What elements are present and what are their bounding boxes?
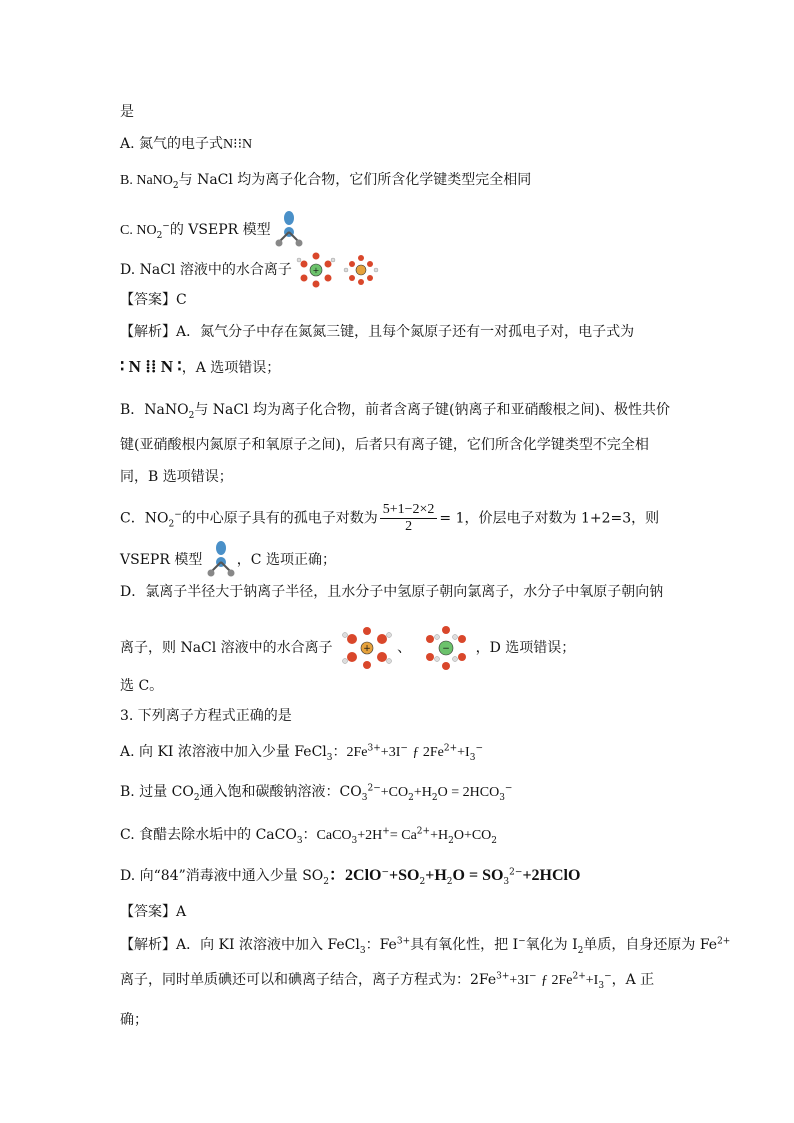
sub: 3 [598,980,605,991]
q3-option-c [120,825,497,846]
sub: 3 [326,752,333,763]
sup: + [382,826,390,837]
q3d-eq: ：2ClO [329,867,382,884]
analysis-c [120,502,659,535]
sub: 3 [469,752,476,763]
continuation-text: 是 [120,104,134,120]
sub: 3 [359,945,366,956]
sub: 2 [491,835,498,846]
sup: − [162,221,170,232]
hydrated-sodium-ion-icon [337,625,397,671]
analysis-q3-text: 单质，自身还原为 Fe [583,937,718,953]
q3c-eq: = Ca [389,828,417,843]
q3c-eq: O+CO [453,828,492,843]
lone-pair-fraction [380,502,438,535]
sub: 3 [351,835,358,846]
analysis-b-text: 与 NaCl 均为离子化合物，前者含离子键(钠离子和亚硝酸根之间)、极性共价 [194,402,670,418]
q3a-eq: +I [457,745,470,760]
option-a [120,134,252,155]
sup: 3+ [367,743,381,754]
sub: 2 [193,792,200,803]
q3b-text: 通入饱和碳酸钠溶液：CO [199,784,362,800]
option-b [120,170,531,191]
option-c [120,210,305,250]
analysis-q3-a-line2 [120,970,654,991]
analysis-q3-text: 氧化为 I [525,937,578,953]
option-a-text: A. 氮气的电子式 [120,136,224,152]
q3-option-b [120,782,512,803]
sub: 2 [188,410,195,421]
sup: 2+ [717,936,731,947]
option-b-formula: B. NaNO [120,173,173,188]
q3c-eq: +2H [357,828,383,843]
sub: 2 [156,230,163,241]
sub: 3 [503,876,510,887]
n2-electron-formula: N⁝⁝N [223,137,253,152]
analysis-q3-eq: +3I [509,973,529,988]
analysis-c-end: ，C 选项正确； [236,552,336,568]
hydrated-ion-icon [296,252,386,288]
analysis-q3-eq: +I [585,973,599,988]
analysis-q3-text: ：Fe [365,937,397,953]
sub: 2 [172,180,179,191]
option-c-formula: C. NO [120,223,157,238]
answer-label-2: 【答案】A [120,904,187,920]
option-c-text: 的 VSEPR 模型 [169,222,271,238]
sub: 2 [408,792,414,803]
analysis-c-text: 的中心原子具有的孤电子对数为 [181,510,378,527]
sub: 3 [499,792,505,803]
sup: 3+ [396,936,411,947]
q3a-eq: ƒ 2Fe [412,745,444,760]
analysis-b [120,400,670,420]
q3b-text: B. 过量 CO [120,784,194,800]
q3b-eq: +H [413,785,432,800]
analysis-q3-eq: ƒ 2Fe [540,973,573,988]
q3b-eq: +CO [380,785,409,800]
sup: 2− [509,867,523,878]
sup: − [400,743,408,754]
q3d-eq: O = SO [452,867,504,884]
q3a-eq: ：2Fe [332,745,368,760]
q3c-text: C. 食醋去除水垢中的 CaCO [120,827,297,843]
sup: − [604,971,612,982]
sup: − [174,509,182,520]
option-d [120,252,386,288]
sup: 2− [367,783,381,794]
svg-text:+: + [312,266,320,275]
fraction-numerator: 5+1−2×2 [380,502,438,519]
option-d-text: D. NaCl 溶液中的水合离子 [120,262,292,278]
sup: 2+ [416,826,431,837]
conclusion: 选 C。 [120,678,164,694]
sup: − [528,971,537,982]
analysis-b-formula: B．NaNO [120,402,189,418]
q3b-eq: O = 2HCO [437,785,500,800]
q3c-eq: ：CaCO [302,828,352,843]
hydrated-chloride-ion-icon [416,625,476,671]
vsepr-model-icon [275,210,305,250]
answer-label: 【答案】C [120,292,187,308]
separator: 、 [397,640,412,656]
analysis-q3-text: 【解析】A．向 KI 浓溶液中加入 FeCl [120,937,360,953]
option-b-text: 与 NaCl 均为离子化合物，它们所含化学键类型完全相同 [178,172,532,188]
analysis-b-line2: 键(亚硝酸根内氮原子和氧原子之间)，后者只有离子键，它们所含化学键类型不完全相 [120,437,649,453]
sup: − [475,743,483,754]
analysis-b-line3: 同，B 选项错误； [120,469,233,485]
sub: 2 [431,792,438,803]
sub: 2 [577,945,584,956]
sub: 2 [446,876,453,887]
q3d-text: D. 向“84”消毒液中通入少量 SO [120,868,324,884]
vsepr-label: VSEPR 模型 [120,552,203,568]
analysis-c-formula: C．NO [120,510,169,527]
sub: 2 [323,876,330,887]
sup: − [518,936,526,947]
analysis-q3-a [120,935,730,955]
sub: 2 [448,835,454,846]
question-3: 3. 下列离子方程式正确的是 [120,708,292,724]
fraction-denominator: 2 [405,519,413,534]
q3d-eq: +H [425,867,447,884]
sub: 3 [361,792,368,803]
analysis-c-line2 [120,540,336,580]
sup: − [381,867,390,878]
sup: − [504,783,513,794]
sub: 3 [296,835,303,846]
analysis-d-text: 离子，则 NaCl 溶液中的水合离子 [120,640,333,656]
q3d-eq: +2HClO [522,867,581,884]
q3-option-d [120,866,580,886]
svg-text:−: − [441,644,450,654]
analysis-a-end: ，A 选项错误； [181,360,281,376]
sup: 2+ [443,743,458,754]
vsepr-model-icon [207,540,237,580]
analysis-d-line2 [120,625,575,671]
q3c-eq: +H [430,828,449,843]
svg-text:+: + [363,644,371,654]
q3a-eq: +3I [380,745,401,760]
analysis-q3-text: 离子，同时单质碘还可以和碘离子结合，离子方程式为：2Fe [120,972,497,988]
sup: 3+ [496,971,510,982]
q3a-text: A. 向 KI 浓溶液中加入少量 FeCl [120,744,327,760]
analysis-d: D．氯离子半径大于钠离子半径，且水分子中氢原子朝向氯离子，水分子中氧原子朝向钠 [120,584,664,600]
sub: 2 [419,876,426,887]
n2-electron-formula-line [120,357,280,378]
analysis-q3-text: 具有氧化性，把 I [410,937,519,953]
analysis-c-text-end: = 1，价层电子对数为 1+2=3，则 [439,510,660,527]
analysis-q3-text: ，A 正 [611,972,655,988]
analysis-d-end: ，D 选项错误； [475,640,576,656]
q3-option-a [120,742,483,763]
q3d-eq: +SO [389,867,420,884]
analysis-q3-a-line3: 确； [120,1012,148,1028]
sub: 2 [168,519,175,530]
n2-electron-formula-full: ∶ N ⁞⁞ N ∶ [120,357,182,376]
sup: 2+ [572,971,586,982]
analysis-a: 【解析】A．氮气分子中存在氮氮三键，且每个氮原子还有一对孤电子对，电子式为 [120,324,635,340]
